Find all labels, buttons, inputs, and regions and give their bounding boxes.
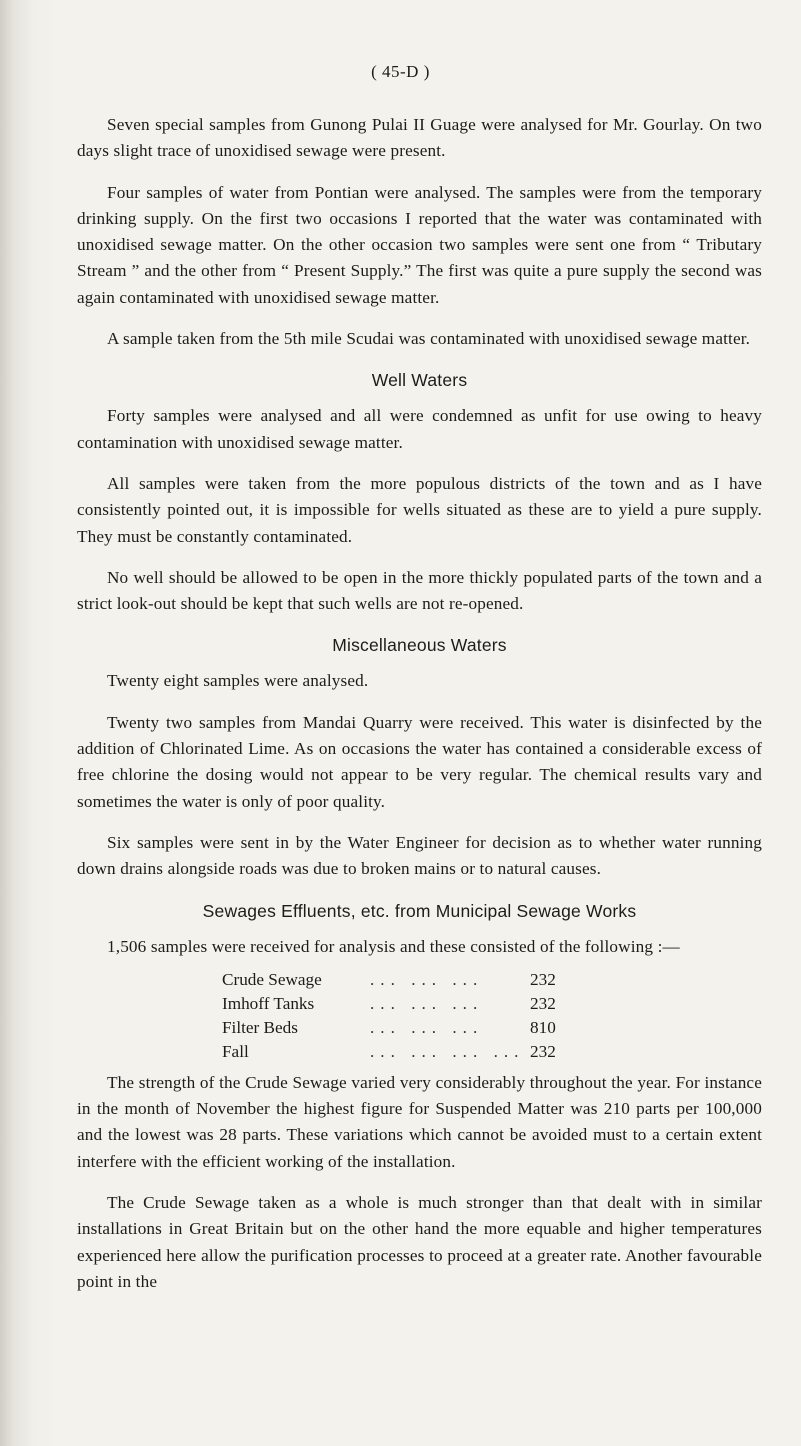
paragraph-well-populous: All samples were taken from the more populous districts of the town and as I have consistently pointed out, it is impossible for wells situated as these are to yield a pure supply. They must be constantly contaminated. xyxy=(77,473,762,546)
row-value: 232 xyxy=(530,993,556,1013)
table-row xyxy=(222,1016,582,1040)
paragraph-sewage-strength: The strength of the Crude Sewage varied very considerably throughout the year. For instance in the month of November the highest figure for Suspended Matter was 210 parts per 100,000 and the lowest was 28 parts. These variations which cannot be avoided must to a certain extent interfere with the efficient working of the installation. xyxy=(77,1072,762,1171)
paragraph-pontian: Four samples of water from Pontian were analysed. The samples were from the temporary drinking supply. On the first two occasions I reported that the water was contaminated with unoxidised sewage matter. On the other occasion two samples were sent one from “ Tributary Stream ” and the other from “ Present Supply.” The first was quite a pure supply the second was again contaminated with unoxidised sewage matter. xyxy=(77,182,762,307)
table-row xyxy=(222,1040,582,1064)
row-leader-dots: ... ... ... xyxy=(370,993,484,1013)
paragraph-misc-twenty-eight: Twenty eight samples were analysed. xyxy=(107,671,369,691)
sample-counts-table xyxy=(222,968,582,1064)
paragraph-well-forty-samples: Forty samples were analysed and all were condemned as unfit for use owing to heavy contamination with unoxidised sewage matter. xyxy=(77,406,762,452)
row-leader-dots: ... ... ... xyxy=(370,1017,484,1037)
paragraph-sewages-intro: 1,506 samples were received for analysis and these consisted of the following :— xyxy=(107,936,680,956)
heading-sewages: Sewages Effluents, etc. from Municipal Sewage Works xyxy=(202,900,637,921)
page-number: ( 45-D ) xyxy=(371,62,430,81)
document-body xyxy=(77,112,762,1295)
paragraph-misc-water-engineer: Six samples were sent in by the Water Engineer for decision as to whether water running down drains alongside roads was due to broken mains or to natural causes. xyxy=(77,832,762,879)
heading-well-waters: Well Waters xyxy=(371,370,468,391)
table-row xyxy=(222,968,582,992)
row-label: Imhoff Tanks xyxy=(222,993,315,1013)
row-value: 810 xyxy=(530,1017,556,1037)
row-value: 232 xyxy=(530,1041,556,1061)
row-label: Crude Sewage xyxy=(222,969,322,989)
paragraph-misc-mandai: Twenty two samples from Mandai Quarry were received. This water is disinfected by the addition of Chlorinated Lime. As on occasions the water has contained a considerable excess of free chlorine the dosing would not appear to be very regular. The chemical results vary and sometimes the water is only of poor quality. xyxy=(77,712,762,811)
row-leader-dots: ... ... ... xyxy=(370,969,484,989)
row-label: Filter Beds xyxy=(222,1017,298,1037)
paragraph-well-not-allowed: No well should be allowed to be open in the more thickly populated parts of the town and a strict look-out should be kept that such wells are not re-opened. xyxy=(77,567,762,614)
paragraph-sewage-comparison: The Crude Sewage taken as a whole is much stronger than that dealt with in similar installations in Great Britain but on the other hand the more equable and higher temperatures experienced here allow the purification processes to proceed at a greater rate. Another favourable point in the xyxy=(77,1193,762,1291)
heading-misc-waters: Miscellaneous Waters xyxy=(332,635,507,656)
row-label: Fall xyxy=(222,1041,249,1061)
paragraph-gunong-pulai: Seven special samples from Gunong Pulai II Guage were analysed for Mr. Gourlay. On two days slight trace of unoxidised sewage were present. xyxy=(77,115,762,161)
row-leader-dots: ... ... ... ... xyxy=(370,1041,525,1061)
paragraph-scudai: A sample taken from the 5th mile Scudai was contaminated with unoxidised sewage matter. xyxy=(107,329,751,349)
table-row xyxy=(222,992,582,1016)
row-value: 232 xyxy=(530,969,556,989)
